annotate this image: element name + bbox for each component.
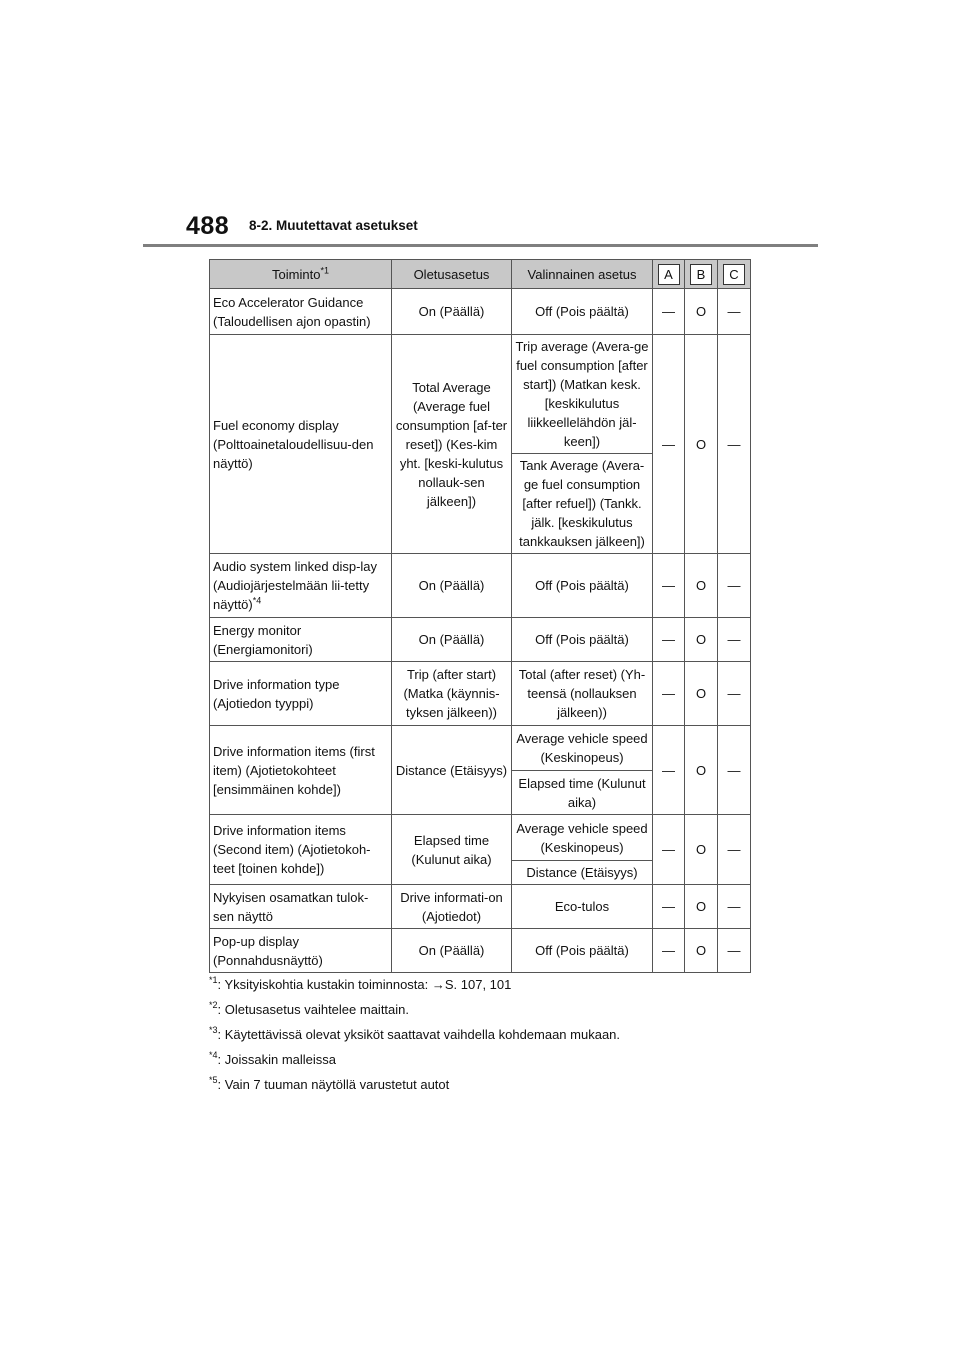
c-cell: — [718,726,751,815]
default-cell: Elapsed time (Kulunut aika) [392,815,512,885]
c-cell: — [718,618,751,662]
option-cell: Distance (Etäisyys) [512,861,653,885]
function-cell: Energy monitor (Energiamonitori) [210,618,392,662]
header-function: Toiminto$^{*1}$ [210,260,392,289]
b-cell: O [685,289,718,335]
b-cell: O [685,554,718,618]
footnote: $^{*2}$: Oletusasetus vaihtelee maittain. [209,1000,410,1017]
option-cell: Off (Pois päältä) [512,289,653,335]
function-cell: Drive information items (first item) (Ajotietokohteet [ensimmäinen kohde]) [210,726,392,815]
settings-table [209,259,751,973]
b-cell: O [685,662,718,726]
table-row [210,335,751,454]
b-cell: O [685,726,718,815]
b-cell: O [685,815,718,885]
header-c: C [718,260,751,289]
a-cell: — [653,929,685,973]
c-cell: — [718,885,751,929]
b-cell: O [685,929,718,973]
header-b: B [685,260,718,289]
table-row [210,885,751,929]
a-cell: — [653,335,685,554]
option-cell: Eco-tulos [512,885,653,929]
b-cell: O [685,618,718,662]
option-cell: Total (after reset) (Yh-teensä (nollauksen jälkeen)) [512,662,653,726]
default-cell: Drive informati-on (Ajotiedot) [392,885,512,929]
option-cell: Average vehicle speed (Keskinopeus) [512,726,653,771]
table-header-row [210,260,751,289]
header-a: A [653,260,685,289]
function-cell: Drive information items (Second item) (Ajotietokoh-teet [toinen kohde]) [210,815,392,885]
table-row [210,289,751,335]
a-cell: — [653,289,685,335]
default-cell: On (Päällä) [392,554,512,618]
table-row [210,662,751,726]
c-cell: — [718,335,751,554]
option-cell: Off (Pois päältä) [512,929,653,973]
c-cell: — [718,929,751,973]
a-cell: — [653,885,685,929]
function-cell: Eco Accelerator Guidance (Taloudellisen ajon opastin) [210,289,392,335]
option-cell: Off (Pois päältä) [512,618,653,662]
default-cell: Distance (Etäisyys) [392,726,512,815]
b-cell: O [685,335,718,554]
function-cell: Drive information type (Ajotiedon tyyppi) [210,662,392,726]
c-cell: — [718,815,751,885]
c-cell: — [718,289,751,335]
default-cell: Trip (after start) (Matka (käynnis-tyksen jälkeen)) [392,662,512,726]
table-row [210,815,751,861]
c-cell: — [718,554,751,618]
function-cell: Pop-up display (Ponnahdusnäyttö) [210,929,392,973]
a-cell: — [653,554,685,618]
c-cell: — [718,662,751,726]
header-optional: Valinnainen asetus [512,260,653,289]
header-rule [143,244,818,247]
option-cell: Trip average (Avera-ge fuel consumption [after start]) (Matkan kesk. [keskikulutus liikkeellelähdön jäl-keen]) [512,335,653,454]
a-cell: — [653,815,685,885]
default-cell: Total Average (Average fuel consumption [af-ter reset]) (Kes-kim yht. [keski-kulutus nollauk-sen jälkeen]) [392,335,512,554]
footnote: $^{*3}$: Käytettävissä olevat yksiköt saattavat vaihdella kohdemaan mukaan. [209,1025,621,1042]
footnote: $^{*5}$: Vain 7 tuuman näytöllä varustetut autot [209,1075,450,1092]
option-cell: Elapsed time (Kulunut aika) [512,771,653,815]
page-number: 488 [186,212,230,240]
function-cell: Fuel economy display (Polttoainetaloudellisuu-den näyttö) [210,335,392,554]
default-cell: On (Päällä) [392,618,512,662]
header-default: Oletusasetus [392,260,512,289]
default-cell: On (Päällä) [392,289,512,335]
table-row [210,929,751,973]
footnote: $^{*1}$: Yksityiskohtia kustakin toiminnosta: →S. 107, 101 [209,975,512,992]
a-cell: — [653,662,685,726]
b-cell: O [685,885,718,929]
table-row [210,554,751,618]
section-title: 8-2. Muutettavat asetukset [249,218,418,233]
a-cell: — [653,726,685,815]
option-cell: Tank Average (Avera-ge fuel consumption [after refuel]) (Tankk. jälk. [keskikulutus tankkauksen jälkeen]) [512,454,653,554]
footnotes [209,976,769,1101]
footnote: $^{*4}$: Joissakin malleissa [209,1050,337,1067]
table-row [210,726,751,771]
default-cell: On (Päällä) [392,929,512,973]
function-cell: Audio system linked disp-lay (Audiojärjestelmään lii-tetty näyttö)$^{*4}$ [210,554,392,618]
function-cell: Nykyisen osamatkan tulok-sen näyttö [210,885,392,929]
option-cell: Off (Pois päältä) [512,554,653,618]
option-cell: Average vehicle speed (Keskinopeus) [512,815,653,861]
table-row [210,618,751,662]
a-cell: — [653,618,685,662]
